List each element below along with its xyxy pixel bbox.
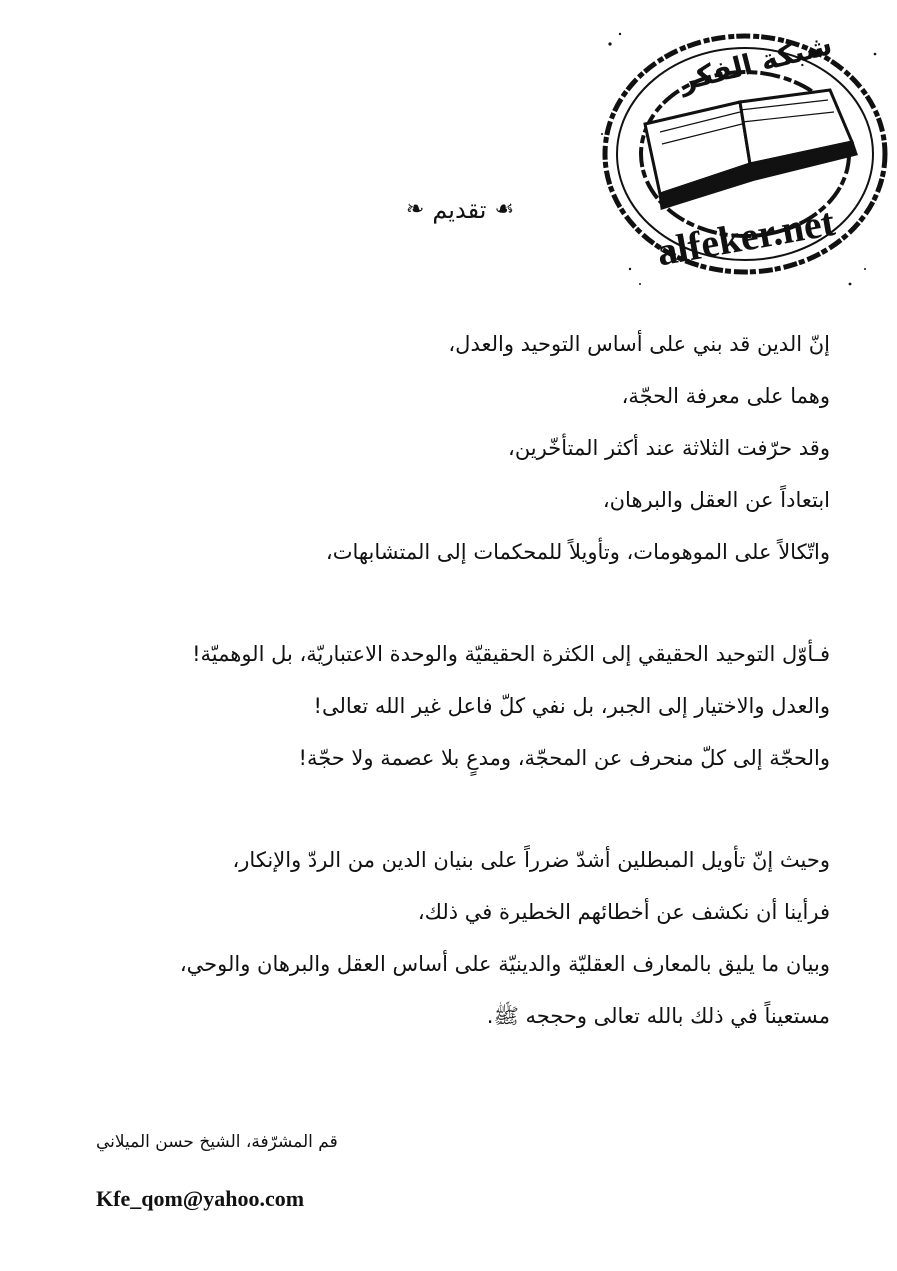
text-line: إنّ الدين قد بني على أساس التوحيد والعدل،	[448, 332, 830, 356]
section-heading	[340, 190, 580, 230]
text-line: وبيان ما يليق بالمعارف العقليّة والدينيّة على أساس العقل والبرهان والوحي،	[179, 952, 830, 976]
heading-title: تقديم	[432, 196, 487, 224]
text-line: وقد حرّفت الثلاثة عند أكثر المتأخّرين،	[508, 436, 830, 460]
alfeker-stamp-logo	[590, 14, 890, 304]
text-line: فرأينا أن نكشف عن أخطائهم الخطيرة في ذلك،	[417, 900, 830, 924]
text-line: والعدل والاختيار إلى الجبر، بل نفي كلّ فاعل غير الله تعالى!	[313, 694, 830, 718]
text-line: وحيث إنّ تأويل المبطلين أشدّ ضرراً على بنيان الدين من الردّ والإنكار،	[232, 848, 830, 872]
text-line: فـأوّل التوحيد الحقيقي إلى الكثرة الحقيقيّة والوحدة الاعتباريّة، بل الوهميّة!	[192, 642, 830, 666]
paragraph-2	[70, 628, 830, 784]
text-line: واتّكالاً على الموهومات، وتأويلاً للمحكمات إلى المتشابهات،	[325, 540, 830, 564]
paragraph-1	[70, 318, 830, 578]
text-line: والحجّة إلى كلّ منحرف عن المحجّة، ومدعٍ بلا عصمة ولا حجّة!	[298, 746, 830, 770]
ornament-left-icon: ❧	[405, 197, 425, 222]
text-line: ابتعاداً عن العقل والبرهان،	[602, 488, 830, 512]
stamp-latin-text: alfeker.net	[653, 198, 838, 275]
author-email[interactable]: Kfe_qom@yahoo.com	[96, 1186, 305, 1211]
text-line: وهما على معرفة الحجّة،	[621, 384, 830, 408]
ornament-right-icon: ☙	[494, 197, 515, 222]
stamp-arabic-text: شبكة الفكر	[676, 27, 836, 98]
body-text	[70, 318, 830, 1042]
paragraph-3	[70, 834, 830, 1042]
text-line: مستعيناً في ذلك بالله تعالى وحججه ﷺ.	[486, 1004, 830, 1028]
book-icon	[645, 90, 856, 208]
author-signature: قم المشرّفة، الشيخ حسن الميلاني	[96, 1132, 338, 1152]
